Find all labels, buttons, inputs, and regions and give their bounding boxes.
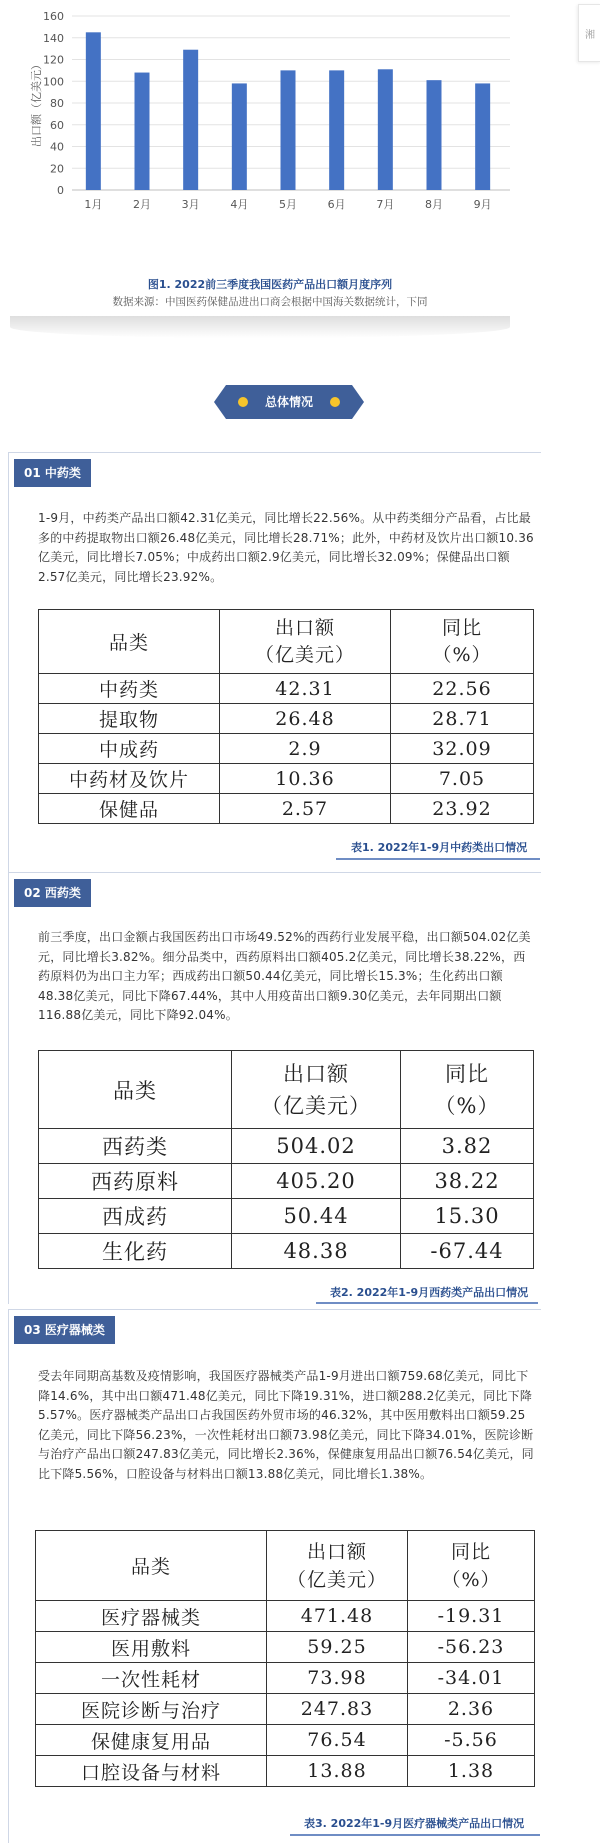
table-1-caption: 表1. 2022年1-9月中药类出口情况 <box>351 841 528 854</box>
x-tick-label: 9月 <box>473 198 492 211</box>
bar <box>378 69 393 190</box>
table-3-caption: 表3. 2022年1-9月医疗器械类产品出口情况 <box>304 1817 525 1830</box>
y-tick-label: 40 <box>50 140 64 154</box>
header-export <box>232 1051 401 1129</box>
cell-yoy-value: 32.09 <box>391 734 534 764</box>
header-yoy-label: 同比 <box>450 1540 491 1563</box>
header-export-label: 出口额 <box>274 616 335 639</box>
bar <box>183 50 198 190</box>
x-tick-label: 1月 <box>84 198 103 211</box>
header-yoy <box>408 1531 535 1601</box>
cell-export-value: 10.36 <box>220 764 391 794</box>
cell-yoy-value: -34.01 <box>408 1663 535 1694</box>
chart-shadow <box>10 316 510 338</box>
table-row <box>39 1129 534 1164</box>
header-export <box>267 1531 408 1601</box>
cell-category: 中成药 <box>39 734 220 764</box>
cell-category: 医用敷料 <box>36 1632 267 1663</box>
cell-yoy-value: -5.56 <box>408 1725 535 1756</box>
table-row <box>39 704 534 734</box>
header-export-label: 出口额 <box>283 1061 349 1086</box>
table-1-caption-line <box>336 858 540 860</box>
cell-yoy-value: 3.82 <box>401 1129 534 1164</box>
x-tick-label: 3月 <box>181 198 200 211</box>
cell-category: 一次性耗材 <box>36 1663 267 1694</box>
table-header-row <box>36 1531 535 1601</box>
chart-title: 图1. 2022前三季度我国医药产品出口额月度序列 <box>147 278 393 291</box>
header-yoy-unit: （%） <box>432 643 492 666</box>
y-tick-label: 160 <box>43 10 64 23</box>
bar-chart-svg <box>0 0 540 272</box>
side-widget[interactable]: 湘 <box>578 4 600 62</box>
cell-category: 西药原料 <box>39 1164 232 1199</box>
x-tick-label: 6月 <box>327 198 346 211</box>
bar <box>281 70 296 190</box>
header-export-label: 出口额 <box>306 1540 367 1563</box>
bar <box>86 32 101 190</box>
section-paragraph-2: 前三季度，出口金额占我国医药出口市场49.52%的西药行业发展平稳，出口额504.02亿美元，同比增长3.82%。细分品类中，西药原料出口额405.2亿美元，同比增长38.22%，西药原料仍为出口主力军；西成药出口额50.44亿美元，同比增长15.3%；生化药出口额48.38亿美元，同比下降67.44%，其中人用疫苗出口额9.30亿美元，去年同期出口额116.88亿美元，同比下降92.04%。 <box>38 930 531 1022</box>
table-header-row <box>39 610 534 674</box>
table-row <box>36 1663 535 1694</box>
cell-export-value: 73.98 <box>267 1663 408 1694</box>
bar <box>135 73 150 190</box>
header-yoy-label: 同比 <box>441 616 482 639</box>
section-tag-1: 01 中药类 <box>14 459 91 487</box>
cell-export-value: 247.83 <box>267 1694 408 1725</box>
table-row <box>36 1601 535 1632</box>
header-category: 品类 <box>39 1051 232 1129</box>
cell-category: 西药类 <box>39 1129 232 1164</box>
header-category: 品类 <box>39 610 220 674</box>
cell-category: 中药类 <box>39 674 220 704</box>
cell-export-value: 2.57 <box>220 794 391 824</box>
section-tag-3: 03 医疗器械类 <box>14 1316 115 1344</box>
y-tick-label: 140 <box>43 31 64 45</box>
table-header-row <box>39 1051 534 1129</box>
table-row <box>36 1725 535 1756</box>
section-paragraph-3: 受去年同期高基数及疫情影响，我国医疗器械类产品1-9月进出口额759.68亿美元，同比下降14.6%，其中出口额471.48亿美元，同比下降19.31%，进口额288.2亿美元，同比下降5.57%。医疗器械类产品出口占我国医药外贸市场的46.32%，其中医用敷料出口额59.25亿美元，同比下降56.23%，一次性耗材出口额73.98亿美元，同比下降34.01%，医院诊断与治疗产品出口额247.83亿美元，同比增长2.36%，保健康复用品出口额76.54亿美元，同比下降5.56%，口腔设备与材料出口额13.88亿美元，同比增长1.38%。 <box>38 1369 534 1481</box>
table-2 <box>38 1050 534 1269</box>
cell-export-value: 48.38 <box>232 1234 401 1269</box>
table-row <box>39 1234 534 1269</box>
table-row <box>39 674 534 704</box>
cell-yoy-value: 1.38 <box>408 1756 535 1787</box>
table-2-body <box>39 1129 534 1269</box>
section-paragraph-1: 1-9月，中药类产品出口额42.31亿美元，同比增长22.56%。从中药类细分产品看，占比最多的中药提取物出口额26.48亿美元，同比增长28.71%；此外，中药材及饮片出口额10.36亿美元，同比增长7.05%；中成药出口额2.9亿美元，同比增长32.09%；保健品出口额2.57亿美元，同比增长23.92%。 <box>38 511 534 584</box>
x-tick-label: 5月 <box>279 198 297 211</box>
cell-export-value: 59.25 <box>267 1632 408 1663</box>
table-row <box>39 734 534 764</box>
header-yoy-label: 同比 <box>445 1061 489 1086</box>
export-chart <box>0 0 540 308</box>
y-tick-label: 60 <box>50 118 64 132</box>
header-yoy-unit: （%） <box>434 1093 500 1118</box>
overview-banner <box>214 385 364 419</box>
cell-category: 保健康复用品 <box>36 1725 267 1756</box>
bar <box>475 83 490 190</box>
x-tick-label: 8月 <box>425 198 443 211</box>
cell-category: 中药材及饮片 <box>39 764 220 794</box>
header-yoy <box>401 1051 534 1129</box>
section-tag-2: 02 西药类 <box>14 879 91 907</box>
y-tick-label: 100 <box>43 75 64 89</box>
cell-category: 保健品 <box>39 794 220 824</box>
header-export-unit: （亿美元） <box>261 1093 371 1118</box>
bar <box>427 80 442 190</box>
table-3 <box>35 1530 535 1787</box>
table-row <box>36 1632 535 1663</box>
header-yoy-unit: （%） <box>441 1568 501 1591</box>
y-tick-label: 80 <box>50 97 64 110</box>
table-row <box>36 1756 535 1787</box>
x-tick-label: 2月 <box>133 198 151 211</box>
cell-yoy-value: 15.30 <box>401 1199 534 1234</box>
table-row <box>39 1199 534 1234</box>
y-tick-label: 20 <box>50 162 64 176</box>
cell-yoy-value: 23.92 <box>391 794 534 824</box>
cell-yoy-value: -67.44 <box>401 1234 534 1269</box>
cell-export-value: 42.31 <box>220 674 391 704</box>
header-export <box>220 610 391 674</box>
cell-export-value: 26.48 <box>220 704 391 734</box>
cell-yoy-value: 22.56 <box>391 674 534 704</box>
bar <box>329 70 344 190</box>
table-1-body <box>39 674 534 824</box>
cell-category: 口腔设备与材料 <box>36 1756 267 1787</box>
cell-yoy-value: 28.71 <box>391 704 534 734</box>
header-yoy <box>391 610 534 674</box>
table-row <box>36 1694 535 1725</box>
y-axis-label: 出口额（亿美元） <box>30 59 43 147</box>
bar <box>232 83 247 190</box>
table-2-caption-line <box>316 1302 538 1304</box>
cell-category: 医疗器械类 <box>36 1601 267 1632</box>
cell-export-value: 405.20 <box>232 1164 401 1199</box>
cell-export-value: 504.02 <box>232 1129 401 1164</box>
cell-export-value: 50.44 <box>232 1199 401 1234</box>
cell-yoy-value: 38.22 <box>401 1164 534 1199</box>
table-1 <box>38 609 534 824</box>
chart-source: 数据来源：中国医药保健品进出口商会根据中国海关数据统计，下同 <box>112 296 428 308</box>
cell-yoy-value: 7.05 <box>391 764 534 794</box>
cell-yoy-value: -19.31 <box>408 1601 535 1632</box>
cell-export-value: 2.9 <box>220 734 391 764</box>
cell-yoy-value: 2.36 <box>408 1694 535 1725</box>
cell-category: 提取物 <box>39 704 220 734</box>
cell-export-value: 13.88 <box>267 1756 408 1787</box>
header-category: 品类 <box>36 1531 267 1601</box>
table-3-body <box>36 1601 535 1787</box>
table-row <box>39 794 534 824</box>
table-2-caption: 表2. 2022年1-9月西药类产品出口情况 <box>330 1286 529 1299</box>
header-export-unit: （亿美元） <box>254 643 355 666</box>
header-export-unit: （亿美元） <box>286 1568 387 1591</box>
cell-export-value: 76.54 <box>267 1725 408 1756</box>
x-tick-label: 4月 <box>230 198 249 211</box>
cell-export-value: 471.48 <box>267 1601 408 1632</box>
table-row <box>39 764 534 794</box>
cell-category: 医院诊断与治疗 <box>36 1694 267 1725</box>
y-tick-label: 120 <box>43 53 64 67</box>
cell-category: 西成药 <box>39 1199 232 1234</box>
cell-category: 生化药 <box>39 1234 232 1269</box>
table-3-caption-line <box>290 1834 540 1836</box>
x-tick-label: 7月 <box>376 198 395 211</box>
overview-title: 总体情况 <box>264 395 313 409</box>
cell-yoy-value: -56.23 <box>408 1632 535 1663</box>
table-row <box>39 1164 534 1199</box>
y-tick-label: 0 <box>57 184 64 197</box>
